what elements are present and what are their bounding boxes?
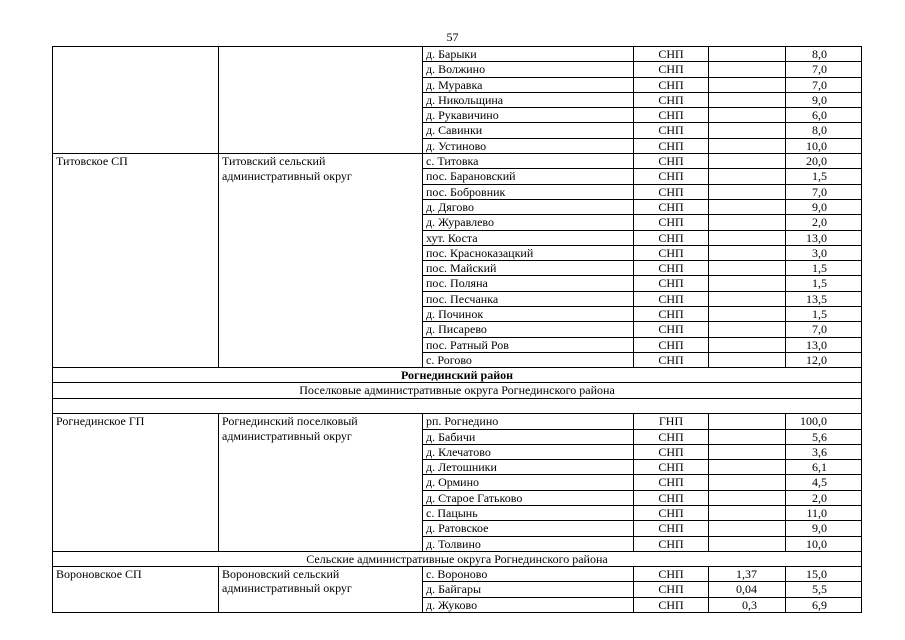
settlement-type-cell: СНП <box>634 582 709 597</box>
area-value-cell <box>709 429 786 444</box>
okrug-cell: Титовский сельский административный округ <box>219 154 423 368</box>
distance-value-cell: 5,6 <box>786 429 862 444</box>
distance-value-cell: 100,0 <box>786 414 862 429</box>
area-value-cell <box>709 291 786 306</box>
area-value-cell: 0,04 <box>709 582 786 597</box>
distance-value-cell: 11,0 <box>786 506 862 521</box>
settlement-name-cell: пос. Ратный Ров <box>423 337 634 352</box>
settlement-name-cell: д. Волжино <box>423 62 634 77</box>
distance-value-cell: 5,5 <box>786 582 862 597</box>
distance-value-cell: 9,0 <box>786 199 862 214</box>
distance-value-cell: 1,5 <box>786 261 862 276</box>
settlement-type-cell: СНП <box>634 597 709 612</box>
district-title: Рогнединский район <box>53 368 862 383</box>
distance-value-cell: 13,0 <box>786 337 862 352</box>
settlement-name-cell: с. Рогово <box>423 352 634 367</box>
distance-value-cell: 6,9 <box>786 597 862 612</box>
settlement-type-cell: СНП <box>634 566 709 581</box>
area-value-cell <box>709 414 786 429</box>
settlement-name-cell: рп. Рогнедино <box>423 414 634 429</box>
area-value-cell <box>709 536 786 551</box>
settlement-type-cell: СНП <box>634 322 709 337</box>
settlement-name-cell: пос. Красноказацкий <box>423 245 634 260</box>
settlement-type-cell: СНП <box>634 92 709 107</box>
settlement-name-cell: д. Муравка <box>423 77 634 92</box>
area-value-cell <box>709 506 786 521</box>
municipality-cell: Рогнединское ГП <box>53 414 219 552</box>
distance-value-cell: 6,1 <box>786 460 862 475</box>
distance-value-cell: 13,0 <box>786 230 862 245</box>
settlement-type-cell: СНП <box>634 184 709 199</box>
settlement-type-cell: СНП <box>634 460 709 475</box>
settlement-name-cell: д. Летошники <box>423 460 634 475</box>
settlement-name-cell: пос. Песчанка <box>423 291 634 306</box>
distance-value-cell: 20,0 <box>786 154 862 169</box>
area-value-cell <box>709 215 786 230</box>
settlement-type-cell: СНП <box>634 123 709 138</box>
distance-value-cell: 10,0 <box>786 536 862 551</box>
distance-value-cell: 1,5 <box>786 276 862 291</box>
table-row <box>53 154 862 169</box>
settlement-type-cell: СНП <box>634 475 709 490</box>
settlement-type-cell: СНП <box>634 62 709 77</box>
table-row <box>53 414 862 429</box>
area-value-cell <box>709 337 786 352</box>
area-value-cell <box>709 490 786 505</box>
settlement-name-cell: хут. Коста <box>423 230 634 245</box>
settlements-table <box>52 46 862 613</box>
settlement-name-cell: д. Рукавичино <box>423 108 634 123</box>
area-value-cell <box>709 276 786 291</box>
distance-value-cell: 9,0 <box>786 521 862 536</box>
settlement-name-cell: пос. Майский <box>423 261 634 276</box>
section-row <box>53 383 862 399</box>
settlement-name-cell: д. Толвино <box>423 536 634 551</box>
table-row <box>53 566 862 581</box>
distance-value-cell: 2,0 <box>786 215 862 230</box>
area-value-cell <box>709 475 786 490</box>
settlement-name-cell: д. Никольщина <box>423 92 634 107</box>
area-value-cell <box>709 108 786 123</box>
page-number: 57 <box>446 30 459 44</box>
rural-header-block <box>53 551 862 566</box>
distance-value-cell: 3,0 <box>786 245 862 260</box>
settlement-name-cell: с. Титовка <box>423 154 634 169</box>
settlement-type-cell: СНП <box>634 138 709 153</box>
settlement-name-cell: д. Старое Гатьково <box>423 490 634 505</box>
settlement-name-cell: пос. Поляна <box>423 276 634 291</box>
distance-value-cell: 3,6 <box>786 444 862 459</box>
distance-value-cell: 7,0 <box>786 62 862 77</box>
settlement-type-cell: СНП <box>634 337 709 352</box>
settlement-name-cell: д. Починок <box>423 307 634 322</box>
distance-value-cell: 10,0 <box>786 138 862 153</box>
okrug-cell <box>219 47 423 154</box>
area-value-cell <box>709 199 786 214</box>
municipality-cell: Вороновское СП <box>53 566 219 612</box>
district-row <box>53 368 862 383</box>
settlement-type-cell: СНП <box>634 245 709 260</box>
settlement-type-cell: СНП <box>634 77 709 92</box>
table-body-part-2 <box>53 414 862 552</box>
area-value-cell <box>709 169 786 184</box>
distance-value-cell: 9,0 <box>786 92 862 107</box>
okrug-cell: Вороновский сельский административный округ <box>219 566 423 612</box>
rural-okrugs-title: Сельские административные округа Рогнединского района <box>53 551 862 566</box>
area-value-cell <box>709 521 786 536</box>
distance-value-cell: 1,5 <box>786 169 862 184</box>
distance-value-cell: 15,0 <box>786 566 862 581</box>
area-value-cell <box>709 352 786 367</box>
area-value-cell <box>709 77 786 92</box>
area-value-cell <box>709 47 786 62</box>
area-value-cell: 1,37 <box>709 566 786 581</box>
settlement-type-cell: СНП <box>634 261 709 276</box>
settlement-type-cell: СНП <box>634 154 709 169</box>
distance-value-cell: 7,0 <box>786 322 862 337</box>
municipality-cell <box>53 47 219 154</box>
settlement-type-cell: СНП <box>634 429 709 444</box>
settlement-name-cell: д. Клечатово <box>423 444 634 459</box>
settlement-type-cell: СНП <box>634 47 709 62</box>
settlement-type-cell: СНП <box>634 536 709 551</box>
distance-value-cell: 7,0 <box>786 77 862 92</box>
settlement-name-cell: д. Писарево <box>423 322 634 337</box>
area-value-cell: 0,3 <box>709 597 786 612</box>
settlement-type-cell: СНП <box>634 291 709 306</box>
distance-value-cell: 6,0 <box>786 108 862 123</box>
area-value-cell <box>709 307 786 322</box>
settlement-name-cell: д. Бабичи <box>423 429 634 444</box>
settlement-name-cell: пос. Барановский <box>423 169 634 184</box>
area-value-cell <box>709 245 786 260</box>
settlement-name-cell: с. Пацынь <box>423 506 634 521</box>
municipality-cell: Титовское СП <box>53 154 219 368</box>
settlement-name-cell: с. Вороново <box>423 566 634 581</box>
settlement-type-cell: СНП <box>634 276 709 291</box>
table-body-part-3 <box>53 566 862 612</box>
distance-value-cell: 1,5 <box>786 307 862 322</box>
distance-value-cell: 8,0 <box>786 47 862 62</box>
area-value-cell <box>709 444 786 459</box>
settlement-type-cell: СНП <box>634 307 709 322</box>
distance-value-cell: 7,0 <box>786 184 862 199</box>
settlement-name-cell: д. Ормино <box>423 475 634 490</box>
distance-value-cell: 12,0 <box>786 352 862 367</box>
settlement-okrugs-title: Поселковые административные округа Рогнединского района <box>53 383 862 399</box>
settlement-name-cell: д. Байгары <box>423 582 634 597</box>
table-row <box>53 47 862 62</box>
settlement-type-cell: СНП <box>634 521 709 536</box>
settlement-name-cell: д. Савинки <box>423 123 634 138</box>
distance-value-cell: 8,0 <box>786 123 862 138</box>
spacer-row <box>53 399 862 414</box>
settlement-type-cell: СНП <box>634 199 709 214</box>
distance-value-cell: 2,0 <box>786 490 862 505</box>
area-value-cell <box>709 62 786 77</box>
settlement-name-cell: д. Устиново <box>423 138 634 153</box>
settlement-type-cell: СНП <box>634 444 709 459</box>
section-row <box>53 551 862 566</box>
distance-value-cell: 4,5 <box>786 475 862 490</box>
table-body-part-1 <box>53 47 862 368</box>
settlement-type-cell: СНП <box>634 352 709 367</box>
spacer-cell <box>53 399 862 414</box>
settlement-type-cell: СНП <box>634 230 709 245</box>
settlement-name-cell: д. Дягово <box>423 199 634 214</box>
settlement-type-cell: СНП <box>634 215 709 230</box>
distance-value-cell: 13,5 <box>786 291 862 306</box>
area-value-cell <box>709 138 786 153</box>
settlement-name-cell: д. Журавлево <box>423 215 634 230</box>
area-value-cell <box>709 322 786 337</box>
area-value-cell <box>709 184 786 199</box>
settlement-type-cell: СНП <box>634 108 709 123</box>
settlement-type-cell: СНП <box>634 506 709 521</box>
area-value-cell <box>709 460 786 475</box>
settlement-name-cell: пос. Бобровник <box>423 184 634 199</box>
district-header-block <box>53 368 862 414</box>
settlement-type-cell: СНП <box>634 490 709 505</box>
settlement-name-cell: д. Ратовское <box>423 521 634 536</box>
settlement-type-cell: ГНП <box>634 414 709 429</box>
area-value-cell <box>709 261 786 276</box>
area-value-cell <box>709 123 786 138</box>
settlement-type-cell: СНП <box>634 169 709 184</box>
settlement-name-cell: д. Жуково <box>423 597 634 612</box>
area-value-cell <box>709 92 786 107</box>
settlement-name-cell: д. Барыки <box>423 47 634 62</box>
area-value-cell <box>709 154 786 169</box>
area-value-cell <box>709 230 786 245</box>
okrug-cell: Рогнединский поселковый административный округ <box>219 414 423 552</box>
